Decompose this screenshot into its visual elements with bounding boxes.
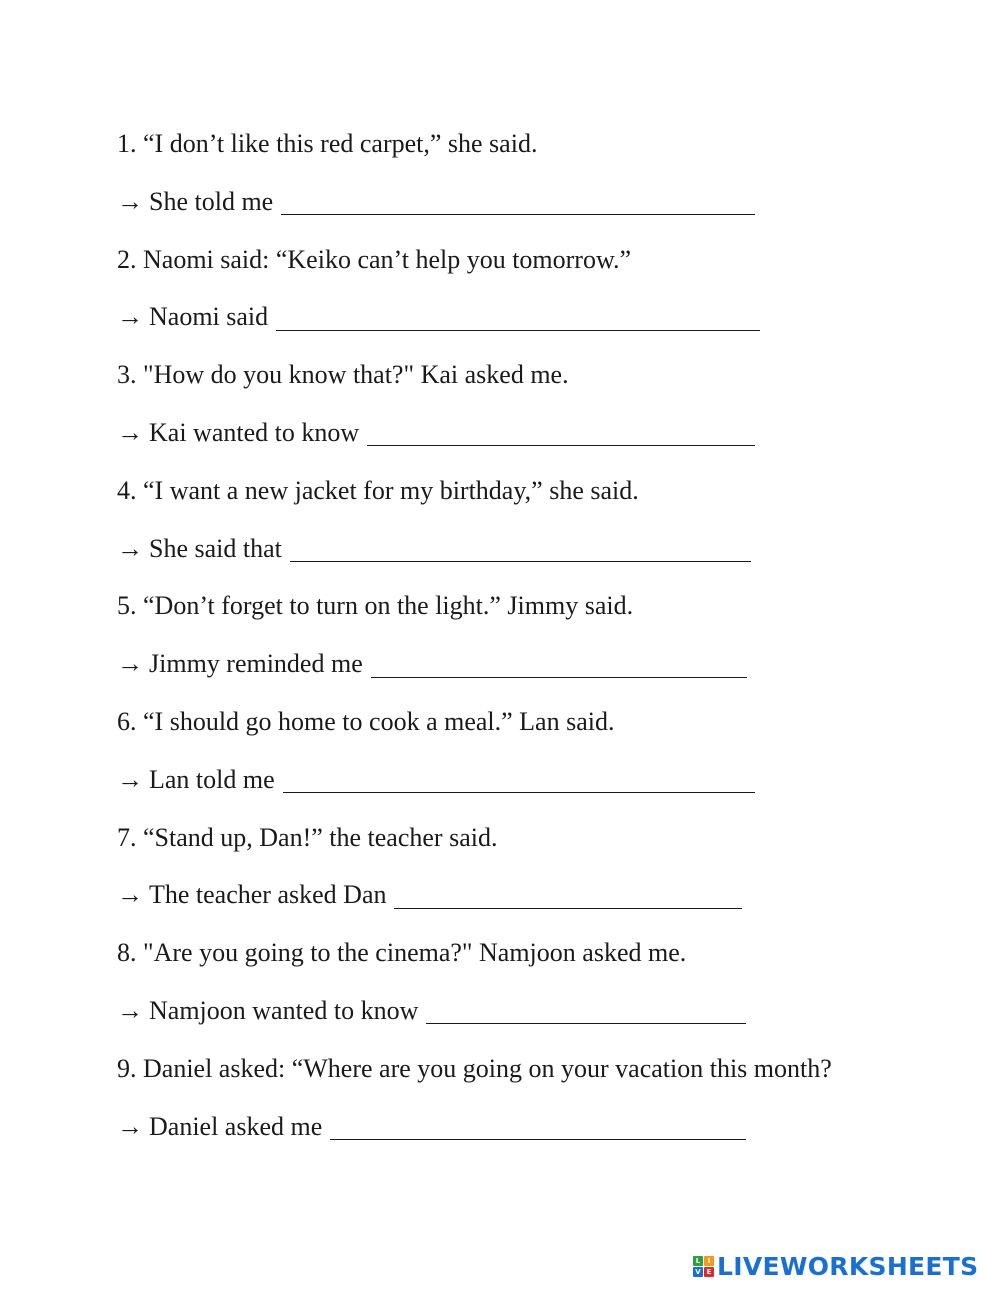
question-4: 4. “I want a new jacket for my birthday,” she said.	[117, 475, 639, 505]
answer-prompt-5: Jimmy reminded me	[149, 649, 363, 679]
worksheet	[117, 124, 977, 1164]
answer-input-9[interactable]	[330, 1117, 746, 1140]
arrow-icon: →	[117, 880, 143, 910]
brand-mark-cell: I	[704, 1256, 714, 1266]
answer-row-6	[117, 760, 977, 818]
answer-row-5	[117, 644, 977, 702]
question-2: 2. Naomi said: “Keiko can’t help you tomorrow.”	[117, 244, 632, 274]
answer-row-9	[117, 1107, 977, 1165]
question-8: 8. "Are you going to the cinema?" Namjoon asked me.	[117, 938, 687, 968]
answer-prompt-9: Daniel asked me	[149, 1111, 323, 1141]
answer-prompt-7: The teacher asked Dan	[149, 880, 387, 910]
answer-input-5[interactable]	[371, 655, 747, 678]
answer-input-7[interactable]	[394, 886, 742, 909]
answer-row-7	[117, 875, 977, 933]
question-1: 1. “I don’t like this red carpet,” she said.	[117, 129, 538, 158]
answer-input-4[interactable]	[290, 539, 751, 562]
answer-row-8	[117, 991, 977, 1049]
answer-prompt-2: Naomi said	[149, 302, 269, 332]
question-7: 7. “Stand up, Dan!” the teacher said.	[117, 822, 498, 852]
arrow-icon: →	[117, 302, 143, 332]
liveworksheets-logo	[693, 1252, 978, 1281]
answer-row-3	[117, 413, 977, 471]
question-3: 3. "How do you know that?" Kai asked me.	[117, 360, 569, 390]
answer-prompt-6: Lan told me	[149, 764, 275, 794]
brand-name: LIVEWORKSHEETS	[717, 1252, 979, 1281]
answer-input-6[interactable]	[283, 770, 755, 793]
arrow-icon: →	[117, 417, 143, 447]
arrow-icon: →	[117, 533, 143, 563]
arrow-icon: →	[117, 1111, 143, 1141]
answer-prompt-8: Namjoon wanted to know	[149, 995, 419, 1025]
question-6: 6. “I should go home to cook a meal.” Lan said.	[117, 706, 615, 736]
arrow-icon: →	[117, 995, 143, 1025]
answer-input-8[interactable]	[426, 1001, 746, 1024]
answer-row-4	[117, 529, 977, 587]
brand-mark-cell: L	[693, 1256, 703, 1266]
answer-prompt-3: Kai wanted to know	[149, 417, 360, 447]
arrow-icon: →	[117, 764, 143, 794]
question-9: 9. Daniel asked: “Where are you going on your vacation this month?	[117, 1053, 832, 1083]
arrow-icon: →	[117, 649, 143, 679]
answer-input-2[interactable]	[276, 308, 760, 331]
answer-row-2	[117, 297, 977, 355]
answer-prompt-4: She said that	[149, 533, 282, 563]
answer-row-1	[117, 182, 977, 240]
question-5: 5. “Don’t forget to turn on the light.” Jimmy said.	[117, 591, 634, 621]
answer-input-3[interactable]	[367, 423, 755, 446]
brand-mark-icon	[693, 1256, 714, 1277]
brand-mark-cell: E	[704, 1267, 714, 1277]
arrow-icon: →	[117, 186, 143, 216]
brand-mark-cell: V	[693, 1267, 703, 1277]
answer-input-1[interactable]	[281, 192, 755, 215]
answer-prompt-1: She told me	[149, 186, 274, 216]
